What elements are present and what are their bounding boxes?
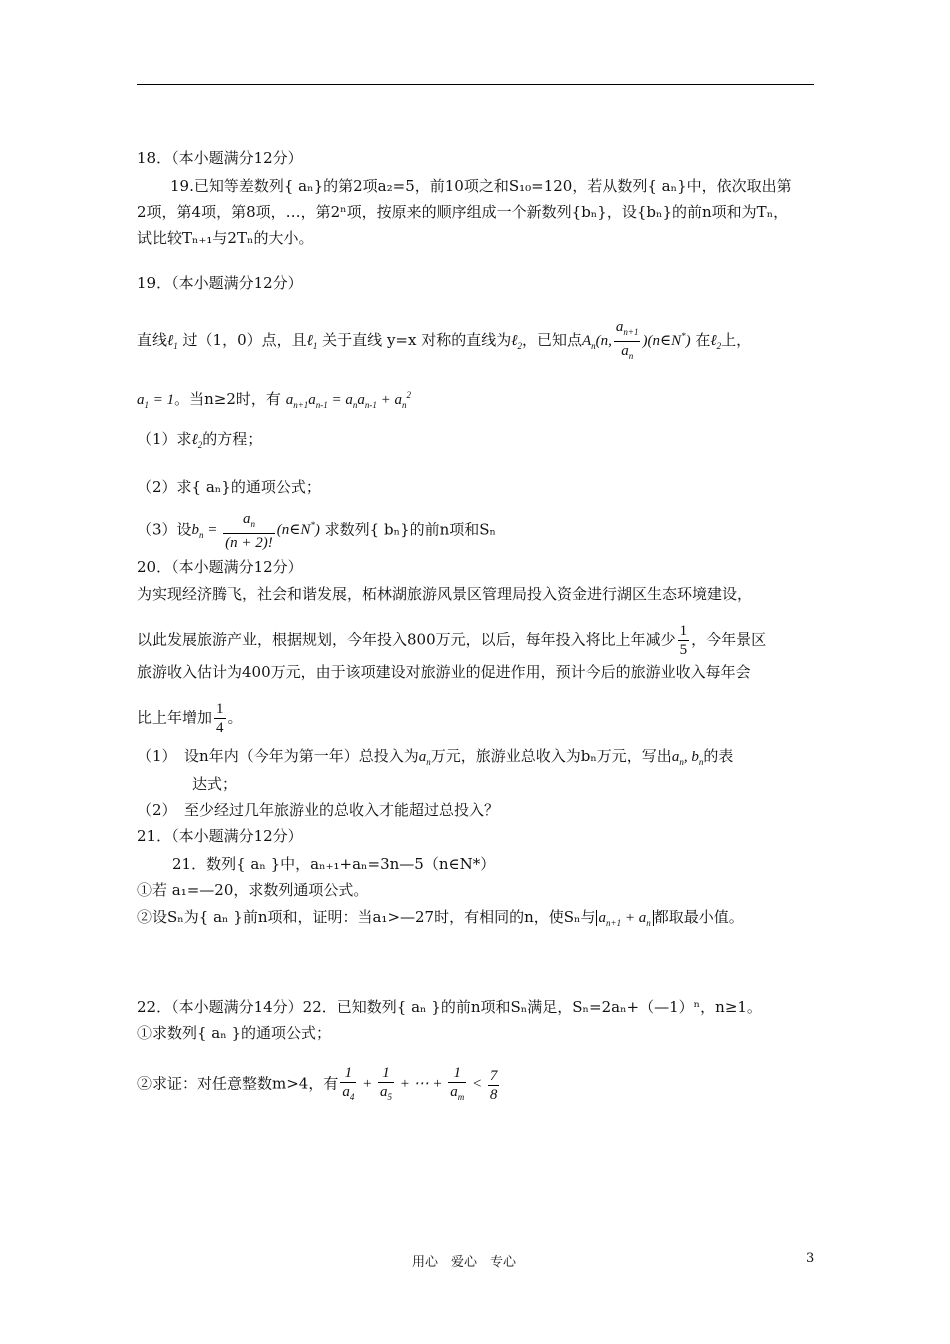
l2-symbol: ℓ$_2$	[511, 332, 522, 351]
l2-symbol: ℓ$_2$	[191, 432, 203, 450]
q21-line3: ②设Sₙ为{ aₙ }前n项和，证明：当a₁>—27时，有相同的n，使Sₙ与 $a_{n+1} + a_n$ 都取最小值。	[137, 908, 744, 928]
q21-line2: ①若 a₁=—20，求数列通项公式。	[137, 881, 369, 899]
fraction-1-5: $\frac{1}{5}$	[679, 623, 688, 658]
q22-line2: ①求数列{ aₙ }的通项公式；	[137, 1024, 332, 1042]
q18-line3: 试比较Tₙ₊₁与2Tₙ的大小。	[137, 229, 314, 247]
l1-symbol: ℓ$_1$	[306, 332, 318, 351]
q19-part2: （2）求{ aₙ}的通项公式；	[137, 478, 321, 496]
q19-part3: （3）设$b_n$ = $\frac{a_n}{(n + 2)!}$ (n∈N*) 求数列{ bₙ}的前n项和Sₙ	[137, 511, 497, 551]
q20-line4: 比上年增加 $\frac{1}{4}$ 。	[137, 701, 243, 736]
q19-line2: $a_1 = 1$。当n≥2时，有 $a_{n+1}a_{n-1} = a_na_{n-1} + a_n^2$	[137, 390, 412, 410]
q19-title: 19．（本小题满分12分）	[137, 274, 303, 292]
q18-line1: 19.已知等差数列{ aₙ}的第2项a₂=5，前10项之和S₁₀=120，若从数列{ aₙ}中，依次取出第	[170, 177, 792, 195]
q21-line1: 21．数列{ aₙ }中，aₙ₊₁+aₙ=3n—5（n∈N*）	[172, 855, 496, 873]
q20-line1: 为实现经济腾飞，社会和谐发展，柘林湖旅游风景区管理局投入资金进行湖区生态环境建设，	[137, 585, 753, 603]
q21-title: 21．（本小题满分12分）	[137, 827, 303, 845]
l1-symbol: ℓ$_1$	[167, 332, 178, 351]
footer-slogan: 用心 爱心 专心	[412, 1255, 517, 1270]
l2-symbol: ℓ$_2$	[710, 332, 722, 351]
q19-line1: 直线ℓ$_1$ 过（1，0）点，且ℓ$_1$ 关于直线 y=x 对称的直线为ℓ$_2$，已知点$A_n(n$, $\frac{a_{n+1}}{a_n}$ )(n∈N*) 在ℓ$_2$上，	[137, 319, 752, 361]
q20-part2: （2） 至少经过几年旅游业的总收入才能超过总投入？	[137, 801, 500, 819]
recurrence-formula: $a_{n+1}a_{n-1} = a_na_{n-1} + a_n^2$	[285, 390, 412, 410]
q20-part1-cont: 达式；	[192, 775, 238, 793]
q22-line3: ②求证：对任意整数m>4，有 $\frac{1}{a_4}$ + $\frac{1}{a_5}$ + ⋯ + $\frac{1}{a_m}$ < $\frac{7}{8}$	[137, 1064, 501, 1106]
inequality-formula: $\frac{1}{a_4}$ + $\frac{1}{a_5}$ + ⋯ + $\frac{1}{a_m}$ < $\frac{7}{8}$	[342, 1065, 498, 1103]
q20-part1: （1） 设n年内（今年为第一年）总投入为$a_n$万元，旅游业总收入为bₙ万元，写出$a_n$, $b_n$的表	[137, 747, 734, 767]
bn-formula: $b_n$ = $\frac{a_n}{(n + 2)!}$ (n∈N*)	[191, 511, 320, 551]
q18-title: 18．（本小题满分12分）	[137, 149, 303, 167]
a1-formula: $a_1 = 1$	[137, 392, 175, 410]
q19-part1: （1）求ℓ$_2$的方程；	[137, 430, 263, 450]
q22-line1: 22．（本小题满分14分）22．已知数列{ aₙ }的前n项和Sₙ满足，Sₙ=2aₙ+（—1）ⁿ，n≥1。	[137, 998, 762, 1016]
header-rule	[137, 84, 814, 85]
q18-line2: 2项，第4项，第8项，…，第2ⁿ项，按原来的顺序组成一个新数列{bₙ}，设{bₙ}的前n项和为Tₙ，	[137, 203, 789, 221]
fraction-1-4: $\frac{1}{4}$	[216, 701, 224, 736]
q20-line3: 旅游收入估计为400万元，由于该项建设对旅游业的促进作用，预计今后的旅游业收入每年会	[137, 663, 751, 681]
abs-formula: $a_{n+1} + a_n$	[596, 910, 654, 926]
point-formula: $A_n(n$, $\frac{a_{n+1}}{a_n}$ )(n∈N*)	[581, 319, 691, 361]
q20-title: 20．（本小题满分12分）	[137, 558, 303, 576]
q20-line2: 以此发展旅游产业，根据规划，今年投入800万元，以后，每年投入将比上年减少 $\frac{1}{5}$ ，今年景区	[137, 623, 767, 658]
page-number: 3	[806, 1251, 815, 1266]
